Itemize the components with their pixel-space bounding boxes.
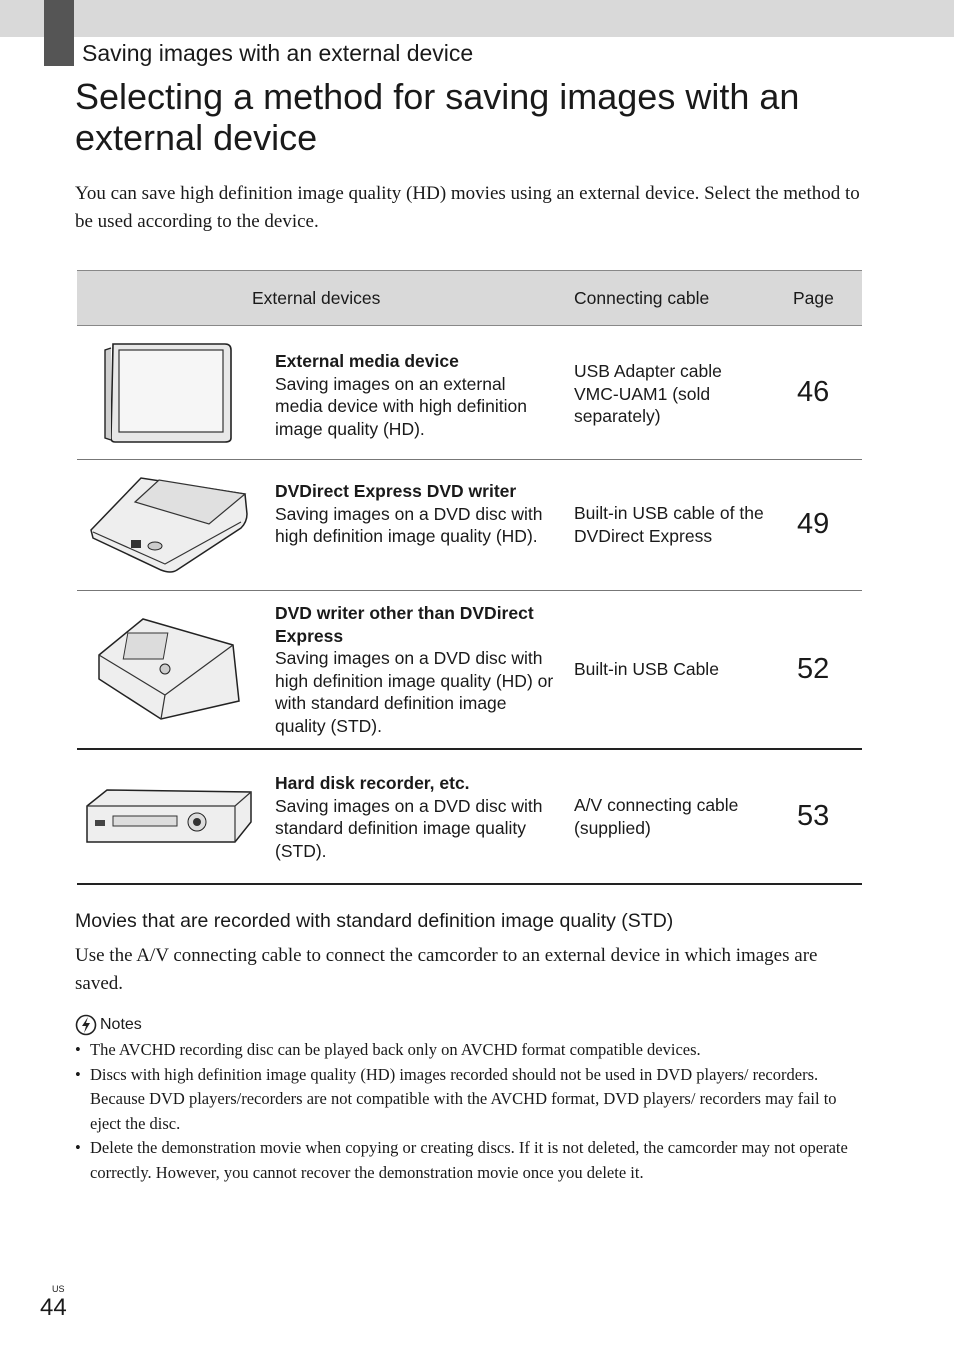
page-link[interactable]: 49 (797, 508, 830, 540)
bullet: • (75, 1064, 81, 1084)
top-band (0, 0, 954, 37)
page-title: Selecting a method for saving images with an external device (75, 76, 800, 158)
table-header (77, 270, 862, 326)
notes-list (75, 1038, 865, 1185)
std-heading: Movies that are recorded with standard definition image quality (STD) (75, 910, 674, 932)
device-name: DVDirect Express DVD writer (275, 481, 517, 501)
table-row (77, 460, 862, 591)
device-description: Saving images on an external media device with high definition image quality (HD). (275, 373, 527, 439)
list-item (75, 1136, 865, 1185)
col-header-devices: External devices (252, 288, 381, 308)
note-text: The AVCHD recording disc can be played back only on AVCHD format compatible devices. (90, 1040, 701, 1059)
page-number: 44 (40, 1294, 67, 1321)
section-tab (44, 0, 74, 66)
hard-disk-recorder-icon (85, 788, 255, 849)
row-description (275, 772, 555, 862)
col-header-cable: Connecting cable (574, 288, 710, 308)
device-name: DVD writer other than DVDirect Express (275, 603, 534, 646)
row-description (275, 480, 555, 548)
page-link[interactable]: 52 (797, 653, 830, 685)
notes-warning-icon (75, 1014, 97, 1036)
notes-header (75, 1014, 142, 1036)
device-name: External media device (275, 351, 459, 371)
list-item (75, 1063, 865, 1137)
bullet: • (75, 1040, 81, 1059)
table-row (77, 750, 862, 885)
device-description: Saving images on a DVD disc with high definition image quality (HD). (275, 503, 543, 546)
device-description: Saving images on a DVD disc with high definition image quality (HD) or with standard definition image quality (STD). (275, 648, 554, 736)
col-header-page: Page (793, 288, 834, 308)
bullet: • (75, 1138, 81, 1157)
region-code: US (52, 1284, 65, 1294)
note-text: Discs with high definition image quality (HD) images recorded should not be used in DVD players/ recorders. Because DVD players/recorders are not compatible with the AVCHD format, DVD players/ recorders may fail to eject the disc. (90, 1064, 837, 1133)
device-name: Hard disk recorder, etc. (275, 773, 470, 793)
note-text: Delete the demonstration movie when copying or creating discs. If it is not deleted, the camcorder may not operate correctly. However, you cannot recover the demonstration movie once you delete it. (90, 1138, 848, 1182)
table-row (77, 591, 862, 750)
device-table (77, 270, 862, 885)
row-description (275, 350, 555, 440)
external-media-device-icon (85, 340, 265, 449)
page-link[interactable]: 46 (797, 376, 830, 408)
cable-cell: Built-in USB Cable (574, 659, 719, 679)
section-header: Saving images with an external device (82, 40, 474, 66)
std-body: Use the A/V connecting cable to connect the camcorder to an external device in which images are saved. (75, 945, 818, 994)
cable-cell: A/V connecting cable (supplied) (574, 795, 739, 838)
page-link[interactable]: 53 (797, 800, 830, 832)
device-description: Saving images on a DVD disc with standard definition image quality (STD). (275, 795, 543, 861)
intro-paragraph: You can save high definition image quality (HD) movies using an external device. Select the method to be used according to the device. (75, 183, 860, 232)
cable-cell: USB Adapter cable VMC-UAM1 (sold separately) (574, 361, 722, 426)
list-item (75, 1038, 865, 1063)
dvdirect-express-icon (85, 472, 255, 581)
cable-cell: Built-in USB cable of the DVDirect Express (574, 503, 764, 546)
table-row (77, 326, 862, 460)
notes-label: Notes (100, 1016, 142, 1033)
row-description (275, 602, 555, 737)
dvd-writer-icon (85, 615, 245, 726)
